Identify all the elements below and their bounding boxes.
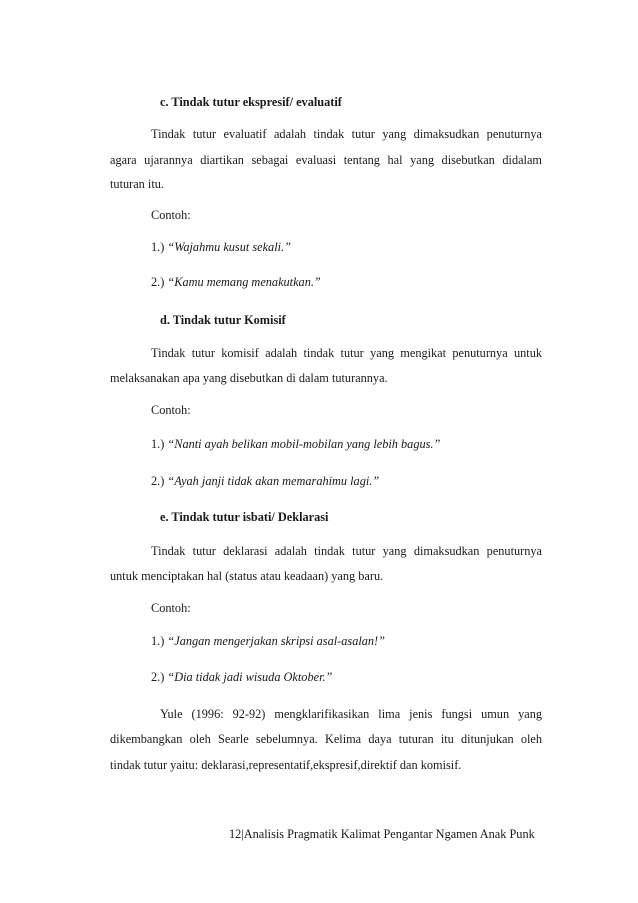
section-c-para-line: agara ujarannya diartikan sebagai evaluasi tentang hal yang disebutkan didalam [110,153,542,167]
section-c-para-line: Tindak tutur evaluatif adalah tindak tutur yang dimaksudkan penuturnya [151,127,542,141]
section-d-example-1: 1.) “Nanti ayah belikan mobil-mobilan yang lebih bagus.” [151,437,441,451]
section-e-example-1: 1.) “Jangan mengerjakan skripsi asal-asalan!” [151,634,385,648]
section-c-example-1: 1.) “Wajahmu kusut sekali.” [151,240,291,254]
section-e-heading: e. Tindak tutur isbati/ Deklarasi [160,510,329,524]
section-c-contoh: Contoh: [151,208,191,222]
yule-para-line: Yule (1996: 92-92) mengklarifikasikan lima jenis fungsi umun yang [160,707,542,721]
section-e-example-2: 2.) “Dia tidak jadi wisuda Oktober.” [151,670,333,684]
yule-para-line: dikembangkan oleh Searle sebelumnya. Kelima daya tuturan itu ditunjukan oleh [110,732,542,746]
section-e-para-line: untuk menciptakan hal (status atau keadaan) yang baru. [110,569,384,583]
section-c-heading: c. Tindak tutur ekspresif/ evaluatif [160,95,342,109]
section-c-para-line: tuturan itu. [110,177,164,191]
section-d-para-line: Tindak tutur komisif adalah tindak tutur yang mengikat penuturnya untuk [151,346,542,360]
section-d-heading: d. Tindak tutur Komisif [160,313,286,327]
yule-para-line: tindak tutur yaitu: deklarasi,representatif,ekspresif,direktif dan komisif. [110,758,462,772]
section-e-para-line: Tindak tutur deklarasi adalah tindak tutur yang dimaksudkan penuturnya [151,544,542,558]
section-d-contoh: Contoh: [151,403,191,417]
section-e-contoh: Contoh: [151,601,191,615]
section-d-para-line: melaksanakan apa yang disebutkan di dalam tuturannya. [110,371,388,385]
section-d-example-2: 2.) “Ayah janji tidak akan memarahimu lagi.” [151,474,380,488]
section-c-example-2: 2.) “Kamu memang menakutkan.” [151,275,321,289]
page-footer: 12|Analisis Pragmatik Kalimat Pengantar Ngamen Anak Punk [229,827,535,841]
